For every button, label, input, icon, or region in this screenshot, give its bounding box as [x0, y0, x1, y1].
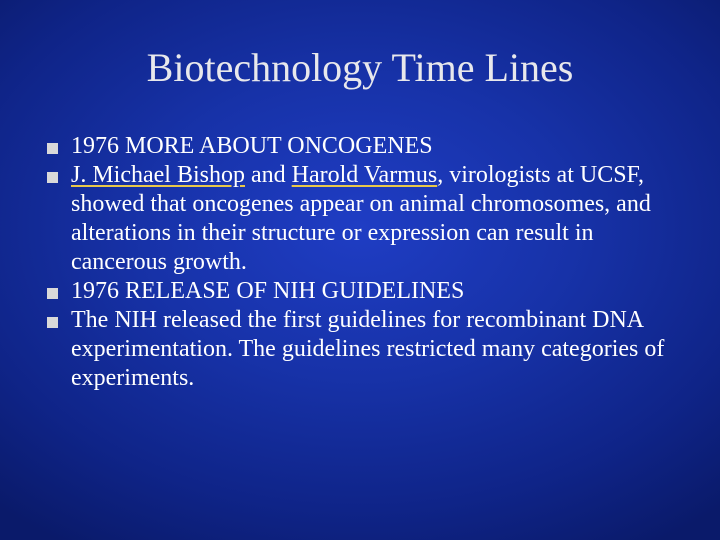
link-harold-varmus[interactable]: Harold Varmus — [291, 162, 438, 188]
square-bullet-icon — [47, 172, 58, 183]
bullet-item-nih-heading — [44, 277, 684, 306]
square-bullet-icon — [47, 143, 58, 154]
bullet-list — [44, 132, 684, 393]
slide-title: Biotechnology Time Lines — [146, 45, 574, 90]
link-michael-bishop[interactable]: J. Michael Bishop — [71, 162, 245, 188]
bullet-item-nih-guidelines — [44, 306, 684, 393]
bullet-text: The NIH released the first guidelines for recombinant DNA experimentation. The guidelines restricted many categories of experiments. — [71, 307, 665, 391]
bullet-item-oncogenes-heading — [44, 132, 684, 161]
bullet-text-connector: and — [245, 162, 292, 188]
square-bullet-icon — [47, 288, 58, 299]
bullet-text: 1976 RELEASE OF NIH GUIDELINES — [71, 278, 465, 304]
bullet-text: , virologists at UCSF, showed that oncogenes appear on animal chromosomes, and alterations in their structure or expression can result in cancerous growth. — [71, 162, 651, 275]
square-bullet-icon — [47, 317, 58, 328]
bullet-text: 1976 MORE ABOUT ONCOGENES — [71, 133, 433, 159]
bullet-item-bishop-varmus — [44, 161, 684, 277]
